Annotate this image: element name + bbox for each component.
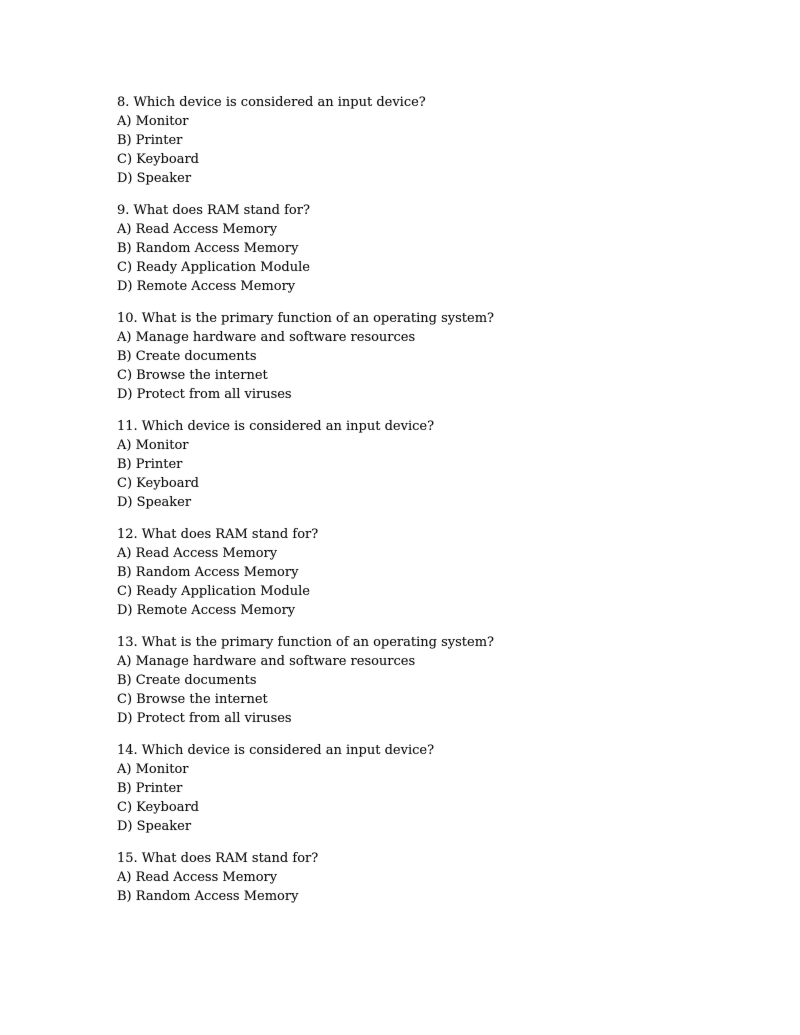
option-a: A) Manage hardware and software resources xyxy=(117,654,416,669)
question-text: 8. Which device is considered an input device? xyxy=(117,95,426,110)
question-10 xyxy=(117,309,717,404)
option-d: D) Speaker xyxy=(117,171,192,186)
option-c: C) Keyboard xyxy=(117,800,199,815)
option-b: B) Random Access Memory xyxy=(117,241,299,256)
question-text: 11. Which device is considered an input device? xyxy=(117,419,435,434)
option-b: B) Random Access Memory xyxy=(117,889,299,904)
option-a: A) Manage hardware and software resources xyxy=(117,330,416,345)
option-d: D) Speaker xyxy=(117,495,192,510)
option-c: C) Keyboard xyxy=(117,152,199,167)
option-c: C) Ready Application Module xyxy=(117,260,310,275)
option-a: A) Monitor xyxy=(117,438,189,453)
option-d: D) Protect from all viruses xyxy=(117,387,292,402)
option-a: A) Read Access Memory xyxy=(117,546,278,561)
option-c: C) Browse the internet xyxy=(117,692,268,707)
option-d: D) Protect from all viruses xyxy=(117,711,292,726)
question-text: 13. What is the primary function of an operating system? xyxy=(117,635,494,650)
question-text: 14. Which device is considered an input device? xyxy=(117,743,435,758)
question-text: 10. What is the primary function of an operating system? xyxy=(117,311,494,326)
question-list xyxy=(117,93,717,919)
option-c: C) Ready Application Module xyxy=(117,584,310,599)
question-9 xyxy=(117,201,717,296)
option-b: B) Create documents xyxy=(117,673,257,688)
question-14 xyxy=(117,741,717,836)
option-b: B) Printer xyxy=(117,133,183,148)
option-c: C) Keyboard xyxy=(117,476,199,491)
question-15 xyxy=(117,849,717,906)
option-b: B) Random Access Memory xyxy=(117,565,299,580)
option-b: B) Printer xyxy=(117,781,183,796)
option-a: A) Read Access Memory xyxy=(117,222,278,237)
question-text: 9. What does RAM stand for? xyxy=(117,203,310,218)
option-a: A) Monitor xyxy=(117,762,189,777)
question-text: 15. What does RAM stand for? xyxy=(117,851,319,866)
option-a: A) Monitor xyxy=(117,114,189,129)
question-11 xyxy=(117,417,717,512)
question-8 xyxy=(117,93,717,188)
option-d: D) Remote Access Memory xyxy=(117,279,296,294)
option-b: B) Create documents xyxy=(117,349,257,364)
option-c: C) Browse the internet xyxy=(117,368,268,383)
option-d: D) Speaker xyxy=(117,819,192,834)
question-12 xyxy=(117,525,717,620)
option-a: A) Read Access Memory xyxy=(117,870,278,885)
question-13 xyxy=(117,633,717,728)
option-d: D) Remote Access Memory xyxy=(117,603,296,618)
question-text: 12. What does RAM stand for? xyxy=(117,527,319,542)
option-b: B) Printer xyxy=(117,457,183,472)
